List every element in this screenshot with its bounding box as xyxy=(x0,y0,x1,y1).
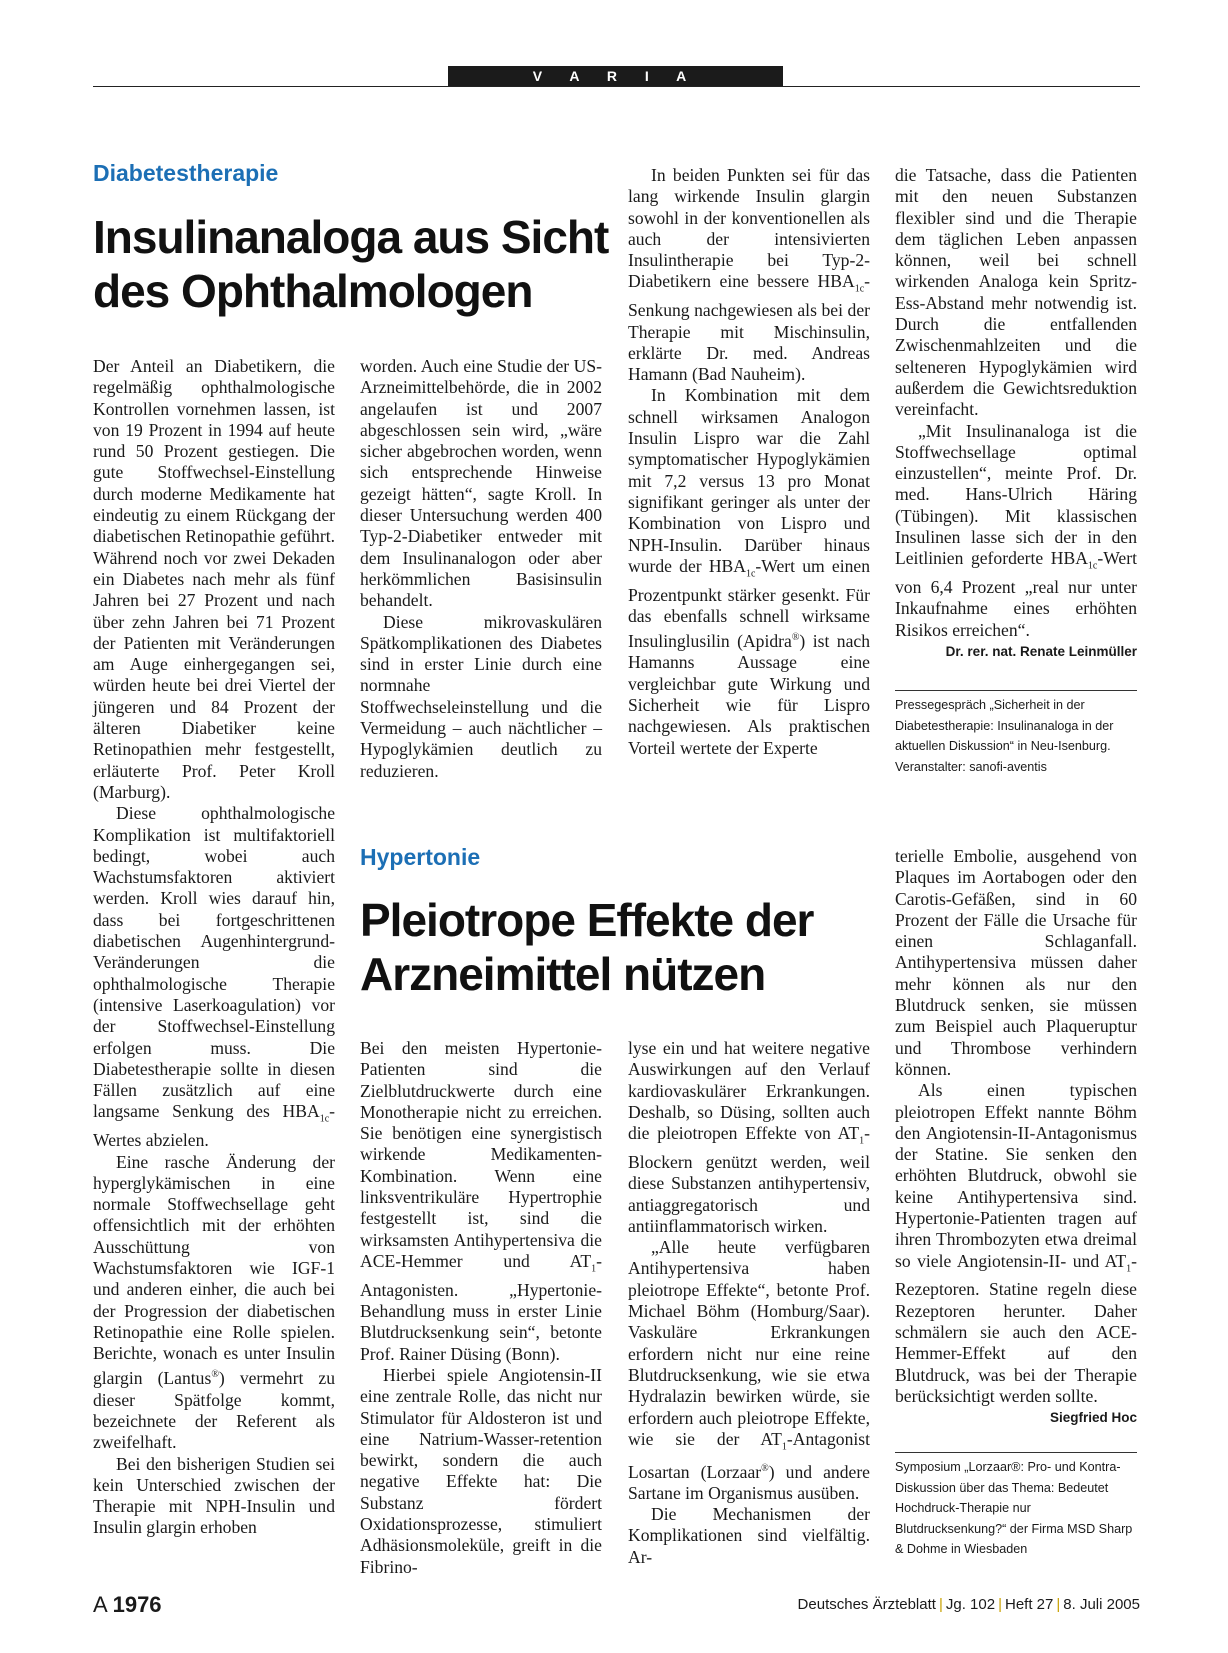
paragraph: In Kombination mit dem schnell wirksamen Analogon Insulin Lispro war die Zahl symptomatischer Hypoglykämien mit 7,2 versus 13 pro Monat signifikant geringer als unter der Kombination von Lispro und NPH-Insulin. Darüber hinaus wurde der $HBA_{1c}$-Wert um einen Prozentpunkt stärker gesenkt. Für das ebenfalls schnell wirksame Insulinglusilin (Apidra®) ist nach Hamanns Aussage eine vergleichbar gute Wirkung und Sicherheit wie für Lispro nachgewiesen. Als praktischen Vorteil wertete der Experte xyxy=(628,385,870,758)
article2-kicker: Hypertonie xyxy=(360,844,481,870)
separator: | xyxy=(938,1596,943,1613)
paragraph: die Tatsache, dass die Patienten mit den neuen Substanzen flexibler sind und die Therapie dem täglichen Leben anpassen können, weil bei schnell wirkenden Analoga kein Spritz-Ess-Abstand mehr notwendig ist. Durch die entfallenden Zwischenmahlzeiten und die selteneren Hypoglykämien wird außerdem die Gewichtsreduktion vereinfacht. xyxy=(895,165,1137,420)
article2-title-line2: Arzneimittel nützen xyxy=(360,948,766,1000)
article2-column-4 xyxy=(895,846,1137,1429)
journal-volume: Jg. 102 xyxy=(945,1596,996,1613)
paragraph: Die Mechanismen der Komplikationen sind vielfältig. Ar- xyxy=(628,1504,870,1567)
section-label: V A R I A xyxy=(448,66,783,86)
article1-column-2 xyxy=(360,356,602,782)
journal-info xyxy=(798,1596,1140,1613)
article2-source-note: Symposium „Lorzaar®: Pro- und Kontra-Diskussion über das Thema: Bedeutet Hochdruck-Therapie nur Blutdrucksenkung?“ der Firma MSD Sharp & Dohme in Wiesbaden xyxy=(895,1452,1137,1560)
page-number xyxy=(93,1592,162,1618)
article1-title-line1: Insulinanaloga aus Sicht xyxy=(93,211,609,263)
journal-issue: Heft 27 xyxy=(1004,1596,1054,1613)
article1-column-4 xyxy=(895,165,1137,662)
article1-column-1 xyxy=(93,356,335,1539)
paragraph: Bei den bisherigen Studien sei kein Unterschied zwischen der Therapie mit NPH-Insulin und Insulin glargin erhoben xyxy=(93,1453,335,1538)
paragraph: „Alle heute verfügbaren Antihypertensiva haben pleiotrope Effekte“, betonte Prof. Michael Böhm (Homburg/Saar). Vaskuläre Erkrankungen erfordern nicht nur eine reine Blutdrucksenkung, wie sie etwa Hydralazin bewirken würde, sie erfordern auch pleiotrope Effekte, wie sie der $AT_1$-Antagonist Losartan (Lorzaar®) und andere Sartane im Organismus ausüben. xyxy=(628,1237,870,1503)
paragraph: Hierbei spiele Angiotensin-II eine zentrale Rolle, das nicht nur Stimulator für Aldosteron ist und eine Natrium-Wasser-retention bewirkt, sondern die auch negative Effekte hat: Die Substanz fördert Oxidationsprozesse, stimuliert Adhäsionsmoleküle, greift in die Fibrino- xyxy=(360,1364,602,1577)
journal-date: 8. Juli 2005 xyxy=(1063,1596,1140,1613)
paragraph: Diese ophthalmologische Komplikation ist multifaktoriell bedingt, wobei auch Wachstumsfaktoren aktiviert werden. Kroll wies darauf hin, dass bei fortgeschrittenen diabetischen Augenhintergrund-Veränderungen die ophthalmologische Therapie (intensive Laserkoagulation) vor der Stoffwechsel-Einstellung erfolgen muss. Die Diabetestherapie sollte in diesen Fällen zusätzlich auf eine langsame Senkung des $HBA_{1c}$-Wertes abzielen. xyxy=(93,803,335,1151)
paragraph: lyse ein und hat weitere negative Auswirkungen auf den Verlauf kardiovaskulärer Erkrankungen. Deshalb, so Düsing, sollten auch die pleiotropen Effekte von $AT_1$-Blockern genützt werden, weil diese Substanzen antihypertensiv, antiaggregatorisch und antiinflammatorisch wirken. xyxy=(628,1038,870,1236)
paragraph: „Mit Insulinanaloga ist die Stoffwechsellage optimal einzustellen“, meinte Prof. Dr. med. Hans-Ulrich Häring (Tübingen). Mit klassischen Insulinen lasse sich der in den Leitlinien geforderte $HBA_{1c}$-Wert von 6,4 Prozent „real nur unter Inkaufnahme eines erhöhten Risikos erreichen“. xyxy=(895,420,1137,640)
article1-source-note: Pressegespräch „Sicherheit in der Diabetestherapie: Insulinanaloga in der aktuellen Diskussion“ in Neu-Isenburg. Veranstalter: sanofi-aventis xyxy=(895,690,1137,777)
article2-column-2 xyxy=(360,1038,602,1578)
paragraph: Diese mikrovaskulären Spätkomplikationen des Diabetes sind in erster Linie durch eine normnahe Stoffwechseleinstellung und die Vermeidung – auch nächtlicher – Hypoglykämien deutlich zu reduzieren. xyxy=(360,611,602,781)
article1-author: Dr. rer. nat. Renate Leinmüller xyxy=(945,644,1137,660)
paragraph: Der Anteil an Diabetikern, die regelmäßig ophthalmologische Kontrollen vornehmen lassen, ist von 19 Prozent in 1994 auf heute rund 50 Prozent gestiegen. Die gute Stoffwechsel-Einstellung durch moderne Medikamente hat eindeutig zu einem Rückgang der diabetischen Retinopathie geführt. Während noch vor zwei Dekaden ein Diabetes nach mehr als fünf Jahren bei 27 Prozent und nach über zehn Jahren bei 71 Prozent der Patienten mit Veränderungen am Auge einhergegangen sei, würden heute bei drei Viertel der jüngeren und 84 Prozent der älteren Diabetiker keine Retinopathien mehr festgestellt, erläuterte Prof. Peter Kroll (Marburg). xyxy=(93,356,335,802)
separator: | xyxy=(998,1596,1002,1613)
article1-title-line2: des Ophthalmologen xyxy=(93,265,533,317)
article2-title-line1: Pleiotrope Effekte der xyxy=(360,894,814,946)
paragraph: Als einen typischen pleiotropen Effekt nannte Böhm den Angiotensin-II-Antagonismus der Statine. Sie senken den erhöhten Blutdruck, obwohl sie keine Antihypertensiva sind. Hypertonie-Patienten tragen auf ihren Thrombozyten etwa dreimal so viele Angiotensin-II- und $AT_1$-Rezeptoren. Statine regeln diese Rezeptoren herunter. Daher schmälern sie auch den ACE-Hemmer-Effekt auf den Blutdruck, was bei der Therapie berücksichtigt werden sollte. xyxy=(895,1080,1137,1406)
article2-column-3 xyxy=(628,1038,870,1568)
journal-name: Deutsches Ärzteblatt xyxy=(797,1596,936,1613)
separator: | xyxy=(1056,1596,1061,1613)
page-number-value: 1976 xyxy=(112,1592,162,1617)
page-prefix: A xyxy=(93,1592,107,1617)
paragraph: Eine rasche Änderung der hyperglykämischen in eine normale Stoffwechsellage geht offensichtlich mit der erhöhten Ausschüttung von Wachstumsfaktoren wie IGF-1 und anderen einher, die auch bei der Progression der diabetischen Retinopathie eine Rolle spielen. Berichte, wonach es unter Insulin glargin (Lantus®) vermehrt zu dieser Spätfolge kommt, bezeichnete der Referent als zweifelhaft. xyxy=(93,1151,335,1453)
article1-title xyxy=(93,210,613,318)
article2-title xyxy=(360,893,860,1001)
paragraph: Bei den meisten Hypertonie-Patienten sind die Zielblutdruckwerte durch eine Monotherapie nicht zu erreichen. Sie benötigen eine synergistisch wirkende Medikamenten-Kombination. Wenn eine linksventrikuläre Hypertrophie festgestellt ist, sind die wirksamsten Antihypertensiva die ACE-Hemmer und $AT_1$-Antagonisten. „Hypertonie-Behandlung muss in erster Linie Blutdrucksenkung sein“, betonte Prof. Rainer Düsing (Bonn). xyxy=(360,1038,602,1364)
paragraph: terielle Embolie, ausgehend von Plaques im Aortabogen oder den Carotis-Gefäßen, sind in 60 Prozent der Fälle die Ursache für einen Schlaganfall. Antihypertensiva müssen daher mehr können als nur den Blutdruck senken, sie müssen zum Beispiel auch Plaqueruptur und Thrombose verhindern können. xyxy=(895,846,1137,1079)
article1-kicker: Diabetestherapie xyxy=(93,160,279,186)
article1-column-3 xyxy=(628,165,870,759)
header-rule xyxy=(93,86,1140,87)
paragraph: worden. Auch eine Studie der US-Arzneimittelbehörde, die in 2002 angelaufen ist und 2007 abgeschlossen sein wird, „wäre sicher abgebrochen worden, wenn sich entsprechende Hinweise gezeigt hätten“, sagte Kroll. In dieser Untersuchung werden 400 Typ-2-Diabetiker entweder mit dem Insulinanalogon oder aber herkömmlichen Basisinsulin behandelt. xyxy=(360,356,602,611)
paragraph: In beiden Punkten sei für das lang wirkende Insulin glargin sowohl in der konventionellen als auch der intensivierten Insulintherapie bei Typ-2-Diabetikern eine bessere $HBA_{1c}$-Senkung nachgewiesen als bei der Therapie mit Mischinsulin, erklärte Dr. med. Andreas Hamann (Bad Nauheim). xyxy=(628,165,870,385)
article2-author: Siegfried Hoc xyxy=(1049,1410,1137,1426)
